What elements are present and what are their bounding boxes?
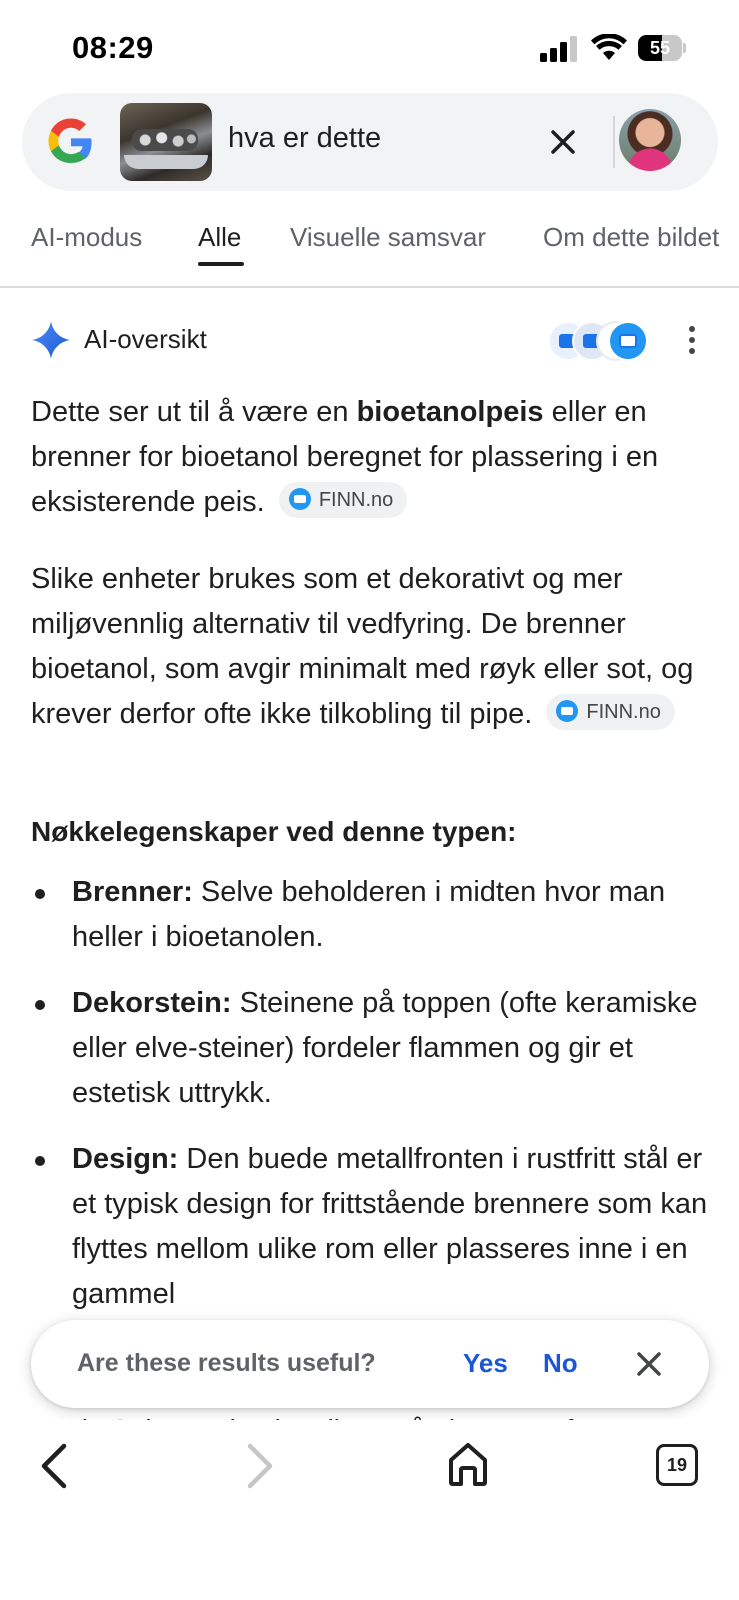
ai-sparkle-icon bbox=[32, 321, 70, 359]
status-time: 08:29 bbox=[72, 30, 154, 65]
search-divider bbox=[613, 116, 615, 168]
paragraph-text: Dette ser ut til å være en bbox=[31, 396, 357, 428]
ai-overview-title: AI-oversikt bbox=[84, 324, 207, 354]
browser-toolbar bbox=[0, 1420, 739, 1600]
source-chip-label: FINN.no bbox=[586, 701, 661, 724]
source-chip-finn[interactable] bbox=[546, 694, 674, 730]
feedback-question: Are these results useful? bbox=[77, 1349, 376, 1377]
list-item bbox=[31, 981, 721, 1116]
feedback-yes-button[interactable]: Yes bbox=[463, 1348, 508, 1378]
paragraph-bold-term: bioetanolpeis bbox=[356, 396, 544, 428]
finn-favicon-icon bbox=[556, 700, 578, 722]
tab-count: 19 bbox=[666, 1455, 688, 1475]
tab-visuelle-samsvar[interactable]: Visuelle samsvar bbox=[290, 222, 487, 252]
active-tab-indicator bbox=[198, 262, 244, 266]
section-heading: Nøkkelegenskaper ved denne typen: bbox=[31, 816, 517, 847]
ai-overview-header bbox=[0, 310, 739, 370]
search-tabs bbox=[0, 206, 739, 288]
wifi-icon bbox=[591, 34, 627, 62]
forward-arrow-icon[interactable] bbox=[240, 1440, 280, 1492]
battery-level: 55 bbox=[649, 38, 671, 58]
feedback-no-button[interactable]: No bbox=[543, 1348, 578, 1378]
list-item bbox=[31, 870, 721, 960]
back-arrow-icon[interactable] bbox=[34, 1440, 74, 1492]
search-bar[interactable] bbox=[22, 93, 718, 191]
finn-favicon-icon bbox=[289, 488, 311, 510]
tab-ai-modus[interactable]: AI-modus bbox=[31, 222, 143, 252]
source-chip-label: FINN.no bbox=[318, 489, 394, 512]
list-item-text: Den buede metallfronten i rustfritt stål er et typisk design for frittstående brennere som kan flyttes mellom ulike rom eller plasseres inne i en gammel bbox=[72, 1143, 708, 1310]
more-options-icon[interactable] bbox=[680, 322, 704, 358]
cellular-signal-icon bbox=[540, 36, 578, 62]
source-favicons[interactable] bbox=[548, 321, 642, 361]
tab-alle[interactable]: Alle bbox=[198, 222, 242, 252]
source-chip-finn[interactable] bbox=[279, 482, 407, 518]
image-thumbnail[interactable] bbox=[120, 103, 212, 181]
status-bar bbox=[0, 0, 739, 96]
tab-om-dette-bildet[interactable]: Om dette bildet bbox=[543, 222, 720, 252]
ai-paragraph-2 bbox=[31, 557, 721, 737]
home-icon[interactable] bbox=[446, 1440, 490, 1488]
user-avatar[interactable] bbox=[619, 109, 681, 171]
feedback-toast bbox=[31, 1320, 709, 1408]
list-item-term: Brenner: bbox=[72, 876, 193, 908]
source-icon[interactable] bbox=[608, 321, 648, 361]
paragraph-text: eller en brenner for bioetanol beregnet for plassering i en eksisterende peis. bbox=[31, 396, 659, 518]
feature-list bbox=[31, 870, 721, 1338]
list-item-text: Selve beholderen i midten hvor man heller i bioetanolen. bbox=[72, 876, 666, 953]
paragraph-text: Slike enheter brukes som et dekorativt og mer miljøvennlig alternativ til vedfyring. De brenner bioetanol, som avgir minimalt med røyk eller sot, og krever derfor ofte ikke tilkobling til pipe. bbox=[31, 563, 694, 730]
close-icon[interactable] bbox=[543, 122, 583, 162]
battery-icon bbox=[638, 35, 686, 61]
ai-paragraph-1 bbox=[31, 390, 721, 525]
list-item-term: Dekorstein: bbox=[72, 987, 232, 1019]
close-icon[interactable] bbox=[633, 1348, 665, 1380]
search-query[interactable]: hva er dette bbox=[228, 122, 382, 154]
list-item bbox=[31, 1137, 721, 1317]
google-g-icon[interactable] bbox=[47, 118, 95, 166]
tab-switcher-button[interactable] bbox=[656, 1444, 698, 1486]
list-item-term: Design: bbox=[72, 1143, 179, 1175]
list-item-text: Steinene på toppen (ofte keramiske eller elve-steiner) fordeler flammen og gir et estetisk uttrykk. bbox=[72, 987, 698, 1109]
